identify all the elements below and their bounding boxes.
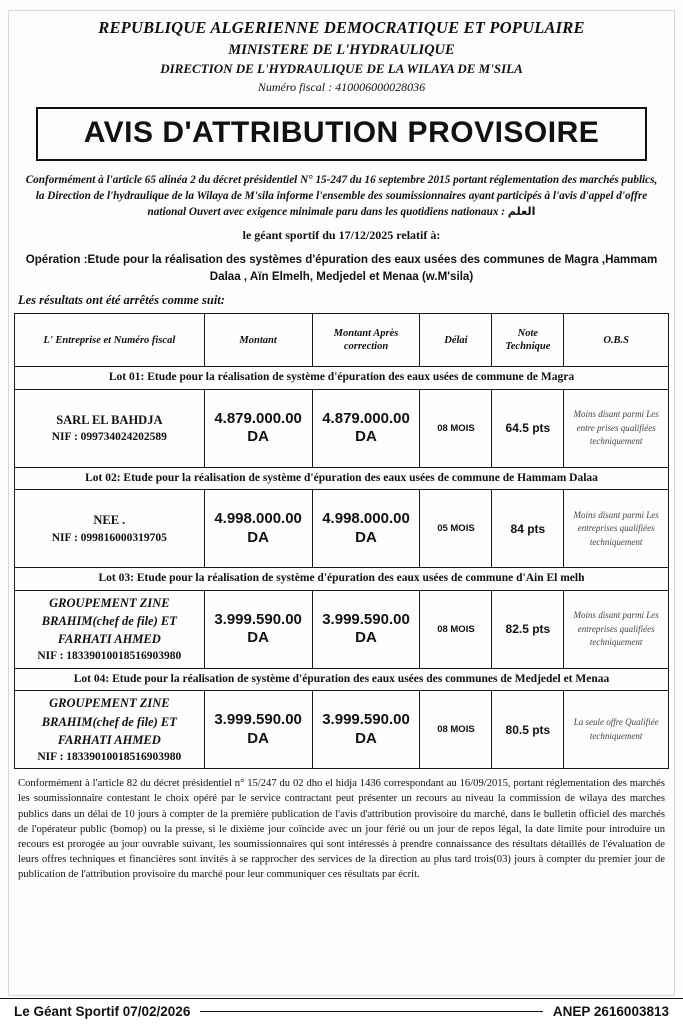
legal-footnote: Conformément à l'article 82 du décret présidentiel n° 15/247 du 02 dho el hidja 1436 correspondant au 16/09/2015, portant réglementation des marchés les soumissionnaire contestant le choix opéré par le service contractant peut présenter un recours au niveau la commission de wilaya des marches publics dans un délai de 10 jours à compter de la première publication de l'avis d'attribution provisoire du marché, dans le bulletin officiel des marchés de l'opérateur public (bomop) ou la presse, si le dixième jour coïncide avec un jour férié ou un jour de repos légal, la date limite pour introduire un recours est prorogée au jour ouvrable suivant, les soumissionnaires qui sont intéressés à prendre connaissance des résultats détaillés de l'évaluation de leurs offres techniques et financières sont invités à se rapprocher des services de la direction au plus tard trois(03) jours à compter du premier jour de publication de l'attribution provisoire du marché pour leur communiquer ces résultats par écrit. [18, 778, 665, 880]
cell-entreprise [15, 590, 205, 668]
entreprise-name: NEE . [93, 513, 126, 528]
montant-corrige-value: 4.879.000.00 [322, 409, 410, 427]
column-header-entreprise: L' Entreprise et Numéro fiscal [15, 314, 205, 367]
header-line-direction: DIRECTION DE L'HYDRAULIQUE DE LA WILAYA DE M'SILA [160, 60, 523, 76]
column-header-montant-corrige: Montant Après correction [312, 314, 420, 367]
montant-corrige-value: 3.999.590.00 [322, 711, 410, 729]
entreprise-nif: NIF : 18339010018516903980 [37, 650, 182, 663]
footer-anep-code: ANEP 2616003813 [552, 1004, 669, 1019]
montant-value: 4.998.000.00 [214, 510, 302, 528]
entreprise-name: SARL EL BAHDJA [56, 412, 163, 427]
column-header-obs: O.B.S [564, 314, 669, 367]
page-title: AVIS D'ATTRIBUTION PROVISOIRE [83, 116, 600, 149]
cell-observation: La seule offre Qualifiée techniquement [564, 691, 669, 769]
intro-text: Conformément à l'article 65 alinéa 2 du décret présidentiel N° 15-247 du 16 septembre 2015 portant réglementation des marchés publics, la Direction de l'hydraulique de la Wilaya de M'sila informe l'ensemble des soumissionnaires ayant participés à l'avis d'appel d'offre national Ouvert avec exigence minimale paru dans les quotidiens nationaux : [25, 174, 658, 219]
results-intro: Les résultats ont été arrêtés comme suit: [18, 293, 225, 308]
cell-montant [204, 691, 312, 769]
montant-currency: DA [247, 729, 269, 747]
montant-currency: DA [247, 528, 269, 546]
lot-title: Lot 03: Etude pour la réalisation de système d'épuration des eaux usées de commune d'Ain El melh [15, 568, 669, 591]
operation-description: Opération :Etude pour la réalisation des systèmes d'épuration des eaux usées des communes de Magra ,Hammam Dalaa , Aïn Elmelh, Medjedel et Menaa (w.M'sila) [25, 252, 658, 283]
lot-title: Lot 01: Etude pour la réalisation de système d'épuration des eaux usées de commune de Magra [15, 367, 669, 390]
cell-montant-corrige [312, 590, 420, 668]
cell-delai: 08 MOIS [420, 691, 492, 769]
cell-montant-corrige [312, 389, 420, 467]
cell-note-technique: 84 pts [492, 490, 564, 568]
montant-corrige-currency: DA [355, 428, 377, 446]
entreprise-name: GROUPEMENT ZINE BRAHIM(chef de file) ET FARHATI AHMED [41, 595, 177, 647]
lot-title-row [15, 568, 669, 591]
column-header-delai: Délai [420, 314, 492, 367]
cell-entreprise [15, 490, 205, 568]
cell-observation: Moins disant parmi Les entreprises qualifiées techniquement [564, 490, 669, 568]
title-box [36, 107, 647, 161]
montant-currency: DA [247, 629, 269, 647]
table-row [15, 490, 669, 568]
cell-delai: 08 MOIS [420, 590, 492, 668]
montant-value: 4.879.000.00 [214, 409, 302, 427]
table-row [15, 389, 669, 467]
footer-divider [200, 1011, 543, 1012]
intro-paragraph [20, 172, 663, 221]
header-line-ministry: MINISTERE DE L'HYDRAULIQUE [228, 41, 455, 58]
cell-montant-corrige [312, 691, 420, 769]
lot-title-row [15, 467, 669, 490]
montant-corrige-currency: DA [355, 528, 377, 546]
lot-title-row [15, 367, 669, 390]
cell-observation: Moins disant parmi Les entre prises qualifiées techniquement [564, 389, 669, 467]
attribution-table [14, 313, 669, 769]
cell-note-technique: 82.5 pts [492, 590, 564, 668]
entreprise-name: GROUPEMENT ZINE BRAHIM(chef de file) ET FARHATI AHMED [41, 696, 177, 747]
header-line-republic: REPUBLIQUE ALGERIENNE DEMOCRATIQUE ET POPULAIRE [98, 18, 585, 37]
table-body [15, 367, 669, 769]
montant-currency: DA [247, 428, 269, 446]
cell-observation: Moins disant parmi Les entreprises qualifiées techniquement [564, 590, 669, 668]
column-header-note-technique: Note Technique [492, 314, 564, 367]
entreprise-nif: NIF : 099816000319705 [51, 531, 167, 544]
table-row [15, 590, 669, 668]
cell-note-technique: 80.5 pts [492, 691, 564, 769]
cell-entreprise [15, 691, 205, 769]
column-header-montant: Montant [204, 314, 312, 367]
montant-value: 3.999.590.00 [214, 610, 302, 628]
table-row [15, 691, 669, 769]
cell-note-technique: 64.5 pts [492, 389, 564, 467]
lot-title: Lot 02: Etude pour la réalisation de système d'épuration des eaux usées de commune de Hammam Dalaa [15, 467, 669, 490]
publication-reference: le géant sportif du 17/12/2025 relatif à: [242, 227, 441, 242]
cell-montant [204, 490, 312, 568]
document-footer [0, 998, 683, 1024]
montant-corrige-currency: DA [355, 629, 377, 647]
footer-publication: Le Géant Sportif 07/02/2026 [14, 1004, 191, 1019]
cell-delai: 05 MOIS [420, 490, 492, 568]
intro-arabic-text: العلم [507, 205, 536, 219]
document-header [14, 18, 669, 95]
cell-montant-corrige [312, 490, 420, 568]
cell-entreprise [15, 389, 205, 467]
montant-corrige-value: 3.999.590.00 [322, 610, 410, 628]
montant-value: 3.999.590.00 [214, 711, 302, 729]
entreprise-nif: NIF : 099734024202589 [51, 431, 167, 444]
lot-title: Lot 04: Etude pour la réalisation de système d'épuration des eaux usées des communes de Medjedel et Menaa [15, 668, 669, 691]
entreprise-nif: NIF : 18339010018516903980 [37, 750, 182, 763]
cell-montant [204, 389, 312, 467]
header-line-fiscal-number: Numéro fiscal : 410006000028036 [257, 80, 426, 94]
cell-delai: 08 MOIS [420, 389, 492, 467]
lot-title-row [15, 668, 669, 691]
table-header-row [15, 314, 669, 367]
montant-corrige-currency: DA [355, 729, 377, 747]
montant-corrige-value: 4.998.000.00 [322, 510, 410, 528]
cell-montant [204, 590, 312, 668]
